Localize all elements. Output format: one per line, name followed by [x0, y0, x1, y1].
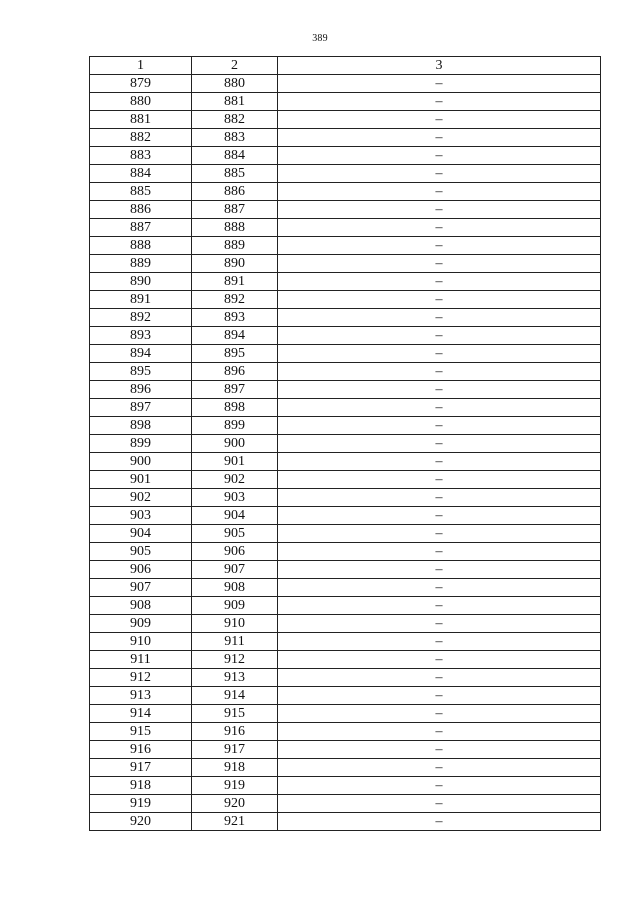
table-cell-col-1: 891	[90, 291, 192, 309]
table-cell-col-1: 884	[90, 165, 192, 183]
table-row	[90, 93, 601, 111]
table-row	[90, 237, 601, 255]
table-cell-col-1: 892	[90, 309, 192, 327]
table-cell-col-2: 911	[192, 633, 278, 651]
table-cell-col-1: 908	[90, 597, 192, 615]
table-cell-col-1: 893	[90, 327, 192, 345]
table-cell-col-3: –	[278, 561, 601, 579]
table-cell-col-2: 920	[192, 795, 278, 813]
table-cell-col-3: –	[278, 795, 601, 813]
table-row	[90, 669, 601, 687]
table-row	[90, 75, 601, 93]
table-cell-col-2: 886	[192, 183, 278, 201]
table-cell-col-3: –	[278, 417, 601, 435]
table-cell-col-1: 883	[90, 147, 192, 165]
table-cell-col-1: 889	[90, 255, 192, 273]
table-cell-col-1: 885	[90, 183, 192, 201]
table-cell-col-2: 921	[192, 813, 278, 831]
table-row	[90, 111, 601, 129]
table-cell-col-3: –	[278, 615, 601, 633]
table-row	[90, 651, 601, 669]
table-cell-col-1: 907	[90, 579, 192, 597]
table-cell-col-1: 890	[90, 273, 192, 291]
table-row	[90, 363, 601, 381]
table-row	[90, 687, 601, 705]
table-cell-col-1: 906	[90, 561, 192, 579]
table-cell-col-2: 906	[192, 543, 278, 561]
table-cell-col-1: 904	[90, 525, 192, 543]
table-cell-col-1: 887	[90, 219, 192, 237]
table-row	[90, 723, 601, 741]
table-cell-col-1: 901	[90, 471, 192, 489]
table-cell-col-3: –	[278, 525, 601, 543]
table-cell-col-2: 910	[192, 615, 278, 633]
table-cell-col-2: 894	[192, 327, 278, 345]
table-cell-col-2: 912	[192, 651, 278, 669]
table-cell-col-3: –	[278, 777, 601, 795]
table-cell-col-3: –	[278, 723, 601, 741]
table-cell-col-3: –	[278, 759, 601, 777]
table-cell-col-1: 911	[90, 651, 192, 669]
table-row	[90, 399, 601, 417]
table-cell-col-1: 896	[90, 381, 192, 399]
table-row	[90, 147, 601, 165]
table-cell-col-2: 916	[192, 723, 278, 741]
table-cell-col-1: 898	[90, 417, 192, 435]
table-cell-col-3: –	[278, 579, 601, 597]
table-row	[90, 309, 601, 327]
table-cell-col-1: 914	[90, 705, 192, 723]
table-body	[90, 75, 601, 831]
table-cell-col-2: 885	[192, 165, 278, 183]
table-cell-col-1: 909	[90, 615, 192, 633]
table-cell-col-1: 886	[90, 201, 192, 219]
table-cell-col-1: 917	[90, 759, 192, 777]
table-cell-col-2: 919	[192, 777, 278, 795]
table-cell-col-2: 914	[192, 687, 278, 705]
table-row	[90, 507, 601, 525]
table-cell-col-1: 888	[90, 237, 192, 255]
table-cell-col-3: –	[278, 471, 601, 489]
table-cell-col-2: 905	[192, 525, 278, 543]
table-cell-col-3: –	[278, 381, 601, 399]
table-cell-col-1: 897	[90, 399, 192, 417]
table-cell-col-2: 882	[192, 111, 278, 129]
table-cell-col-3: –	[278, 309, 601, 327]
data-table	[89, 56, 601, 831]
table-cell-col-2: 881	[192, 93, 278, 111]
table-cell-col-2: 883	[192, 129, 278, 147]
table-cell-col-1: 918	[90, 777, 192, 795]
table-row	[90, 471, 601, 489]
table-cell-col-3: –	[278, 219, 601, 237]
header-row	[90, 57, 601, 75]
table-row	[90, 183, 601, 201]
table-cell-col-2: 902	[192, 471, 278, 489]
table-row	[90, 327, 601, 345]
table-cell-col-3: –	[278, 543, 601, 561]
table-cell-col-1: 916	[90, 741, 192, 759]
table-cell-col-3: –	[278, 165, 601, 183]
table-row	[90, 291, 601, 309]
table-cell-col-1: 900	[90, 453, 192, 471]
table-row	[90, 525, 601, 543]
table-cell-col-2: 887	[192, 201, 278, 219]
table-cell-col-2: 895	[192, 345, 278, 363]
table-cell-col-2: 903	[192, 489, 278, 507]
table-cell-col-3: –	[278, 651, 601, 669]
table-row	[90, 705, 601, 723]
table-cell-col-2: 891	[192, 273, 278, 291]
table-cell-col-1: 915	[90, 723, 192, 741]
table-cell-col-3: –	[278, 453, 601, 471]
table-cell-col-3: –	[278, 363, 601, 381]
table-row	[90, 489, 601, 507]
table-cell-col-1: 905	[90, 543, 192, 561]
table-cell-col-3: –	[278, 75, 601, 93]
table-cell-col-3: –	[278, 633, 601, 651]
table-row	[90, 165, 601, 183]
table-cell-col-2: 915	[192, 705, 278, 723]
table-cell-col-3: –	[278, 507, 601, 525]
table-cell-col-2: 884	[192, 147, 278, 165]
table-cell-col-1: 894	[90, 345, 192, 363]
table-row	[90, 453, 601, 471]
table-cell-col-1: 902	[90, 489, 192, 507]
table-row	[90, 417, 601, 435]
table-cell-col-2: 909	[192, 597, 278, 615]
table-cell-col-1: 910	[90, 633, 192, 651]
table-cell-col-2: 892	[192, 291, 278, 309]
table-cell-col-3: –	[278, 273, 601, 291]
table-cell-col-3: –	[278, 147, 601, 165]
table-cell-col-2: 900	[192, 435, 278, 453]
table-cell-col-2: 888	[192, 219, 278, 237]
table-row	[90, 381, 601, 399]
table-cell-col-3: –	[278, 489, 601, 507]
table-cell-col-1: 879	[90, 75, 192, 93]
table-cell-col-1: 903	[90, 507, 192, 525]
table-cell-col-3: –	[278, 705, 601, 723]
table-cell-col-3: –	[278, 237, 601, 255]
table-cell-col-3: –	[278, 435, 601, 453]
table-row	[90, 255, 601, 273]
table-cell-col-1: 919	[90, 795, 192, 813]
table-cell-col-1: 920	[90, 813, 192, 831]
table-cell-col-3: –	[278, 327, 601, 345]
table-cell-col-3: –	[278, 669, 601, 687]
table-row	[90, 597, 601, 615]
table-row	[90, 345, 601, 363]
table-row	[90, 741, 601, 759]
table-cell-col-1: 912	[90, 669, 192, 687]
table-cell-col-3: –	[278, 687, 601, 705]
table-cell-col-2: 896	[192, 363, 278, 381]
table-row	[90, 273, 601, 291]
column-header-2: 2	[192, 57, 278, 75]
table-row	[90, 615, 601, 633]
table-row	[90, 633, 601, 651]
table-cell-col-3: –	[278, 399, 601, 417]
table-cell-col-3: –	[278, 345, 601, 363]
table-cell-col-2: 904	[192, 507, 278, 525]
table-cell-col-1: 880	[90, 93, 192, 111]
column-header-3: 3	[278, 57, 601, 75]
table-cell-col-1: 881	[90, 111, 192, 129]
table-row	[90, 579, 601, 597]
table-cell-col-1: 913	[90, 687, 192, 705]
table-cell-col-2: 917	[192, 741, 278, 759]
table-row	[90, 201, 601, 219]
table-cell-col-2: 890	[192, 255, 278, 273]
column-header-1: 1	[90, 57, 192, 75]
table-cell-col-2: 901	[192, 453, 278, 471]
table-cell-col-2: 899	[192, 417, 278, 435]
table-cell-col-3: –	[278, 93, 601, 111]
table-row	[90, 435, 601, 453]
table-row	[90, 795, 601, 813]
table-cell-col-2: 880	[192, 75, 278, 93]
table-cell-col-2: 898	[192, 399, 278, 417]
table-cell-col-2: 907	[192, 561, 278, 579]
table-row	[90, 219, 601, 237]
table-cell-col-1: 895	[90, 363, 192, 381]
page-number: 389	[312, 33, 328, 44]
table-cell-col-2: 897	[192, 381, 278, 399]
table-cell-col-3: –	[278, 111, 601, 129]
table-row	[90, 129, 601, 147]
table-cell-col-2: 893	[192, 309, 278, 327]
table-cell-col-2: 918	[192, 759, 278, 777]
table-cell-col-3: –	[278, 741, 601, 759]
table-row	[90, 777, 601, 795]
table-header	[90, 57, 601, 75]
table-row	[90, 543, 601, 561]
table-cell-col-1: 882	[90, 129, 192, 147]
table-cell-col-2: 908	[192, 579, 278, 597]
table-cell-col-2: 889	[192, 237, 278, 255]
table-cell-col-2: 913	[192, 669, 278, 687]
table-row	[90, 561, 601, 579]
table-cell-col-3: –	[278, 183, 601, 201]
table-cell-col-3: –	[278, 813, 601, 831]
table-cell-col-3: –	[278, 201, 601, 219]
table-cell-col-3: –	[278, 129, 601, 147]
table-cell-col-3: –	[278, 597, 601, 615]
table-row	[90, 813, 601, 831]
table-cell-col-1: 899	[90, 435, 192, 453]
table-row	[90, 759, 601, 777]
table-cell-col-3: –	[278, 291, 601, 309]
table-cell-col-3: –	[278, 255, 601, 273]
